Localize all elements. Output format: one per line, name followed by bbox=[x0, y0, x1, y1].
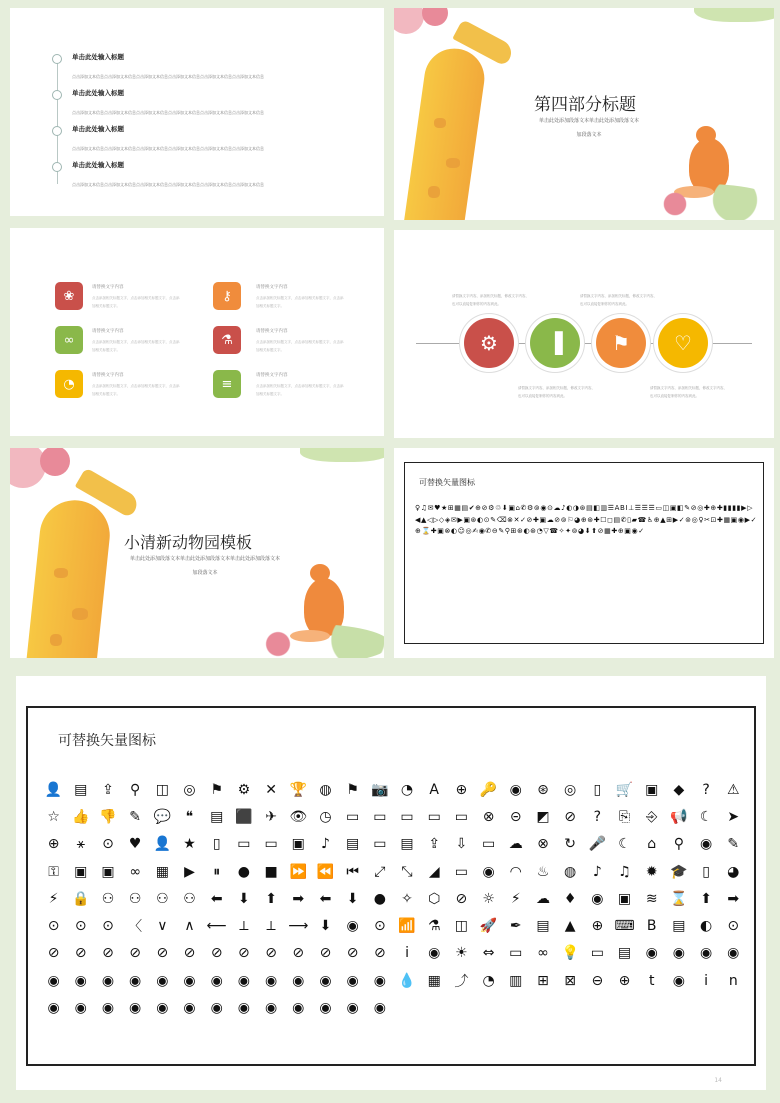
item-label: 请替换文字内容 bbox=[92, 329, 124, 334]
vector-icon: ⟶ bbox=[288, 918, 309, 935]
vector-icon: ⬅ bbox=[319, 890, 332, 907]
vector-icon: ◉ bbox=[428, 945, 441, 962]
slide-icon-list[interactable] bbox=[10, 228, 384, 436]
vector-icon: ⊘ bbox=[238, 945, 250, 962]
vector-icon: ◉ bbox=[156, 972, 169, 989]
vector-icon: 💬 bbox=[153, 808, 172, 825]
vector-icon: B bbox=[646, 918, 657, 935]
vector-icon: ⊙ bbox=[102, 836, 114, 853]
vector-icon: ◢ bbox=[428, 863, 440, 880]
vector-icon: ◉ bbox=[346, 972, 359, 989]
vector-icon: ▤ bbox=[617, 945, 632, 962]
vector-icon: ▭ bbox=[590, 945, 604, 962]
vector-icon: 👤 bbox=[153, 836, 172, 853]
vector-icon: ◉ bbox=[237, 1000, 251, 1017]
slide-process-circles[interactable] bbox=[394, 230, 774, 438]
vector-icon: ⊘ bbox=[74, 945, 87, 962]
flower-decoration bbox=[394, 8, 424, 34]
vector-icon: ⚙ bbox=[237, 781, 251, 798]
vector-icon: 👁 bbox=[289, 808, 308, 825]
vector-icon: ▭ bbox=[400, 808, 414, 825]
vector-icon: ⟂ bbox=[266, 918, 276, 935]
vector-icon: ● bbox=[237, 863, 251, 880]
timeline-title: 单击此处输入标题 bbox=[72, 125, 124, 133]
vector-icon: 〈 bbox=[128, 919, 143, 936]
vector-icon: ▣ bbox=[645, 781, 659, 798]
cover-title: 小清新动物园模板 bbox=[124, 533, 253, 552]
vector-icon: ✹ bbox=[645, 863, 658, 880]
vector-icon: 🛒 bbox=[615, 781, 634, 798]
vector-icon: ⊘ bbox=[319, 945, 332, 962]
vector-icon: ▯ bbox=[212, 836, 221, 853]
vector-icon: ◐ bbox=[699, 918, 713, 935]
vector-icon: ◉ bbox=[183, 1000, 196, 1017]
vector-icon: ⊘ bbox=[156, 945, 169, 962]
vector-icon: i bbox=[405, 945, 409, 962]
vector-icon: ⊕ bbox=[455, 781, 468, 798]
vector-icon: ◉ bbox=[591, 890, 604, 907]
flower-decoration bbox=[422, 8, 448, 26]
vector-icon: ◍ bbox=[319, 781, 332, 798]
icon-grid: ♀♫✉♥★⊞▦▤✔⊕⊘⚙♲⬇▣⌂✆⚙⊚◉⊙☁♪◐◑⊛▤◧▥☰ABI⊥☰☰☰▭◫▣◧✎⊘◎✚⊕✚▮▮▮▮▶▷◀▲◁▷◇◈✉▶▣⊛◐⊙✎⌫⊗✕✓⊘✚▣☁⊘⊚⚐◕⊕⊛✚☐◻▤✆▯▰☎♿⊕▲⊞▶✓⊚◎♀✂⊡✚▦▣◉▶✓⊕⌛✚▣⊗◐☺◎✍◉✆⊖✎⚲⊞⊛◐⊛◔▽☎✧✦⊚◕⬇⬆⊘▦✚⊕▣◉✓ bbox=[415, 504, 758, 535]
icon-panel bbox=[404, 462, 764, 644]
vector-icon: 🔒 bbox=[72, 890, 90, 907]
vector-icon: ⊙ bbox=[47, 918, 60, 935]
vector-icon: t bbox=[648, 972, 655, 989]
vector-icon: ◉ bbox=[47, 1000, 60, 1017]
vector-icon: i bbox=[704, 972, 709, 989]
vector-icon: ♦ bbox=[563, 890, 577, 907]
vector-icon: ◉ bbox=[319, 972, 332, 989]
link-icon: ∞ bbox=[55, 326, 83, 354]
vector-icon: ◉ bbox=[210, 972, 223, 989]
vector-icon: ◷ bbox=[319, 808, 332, 825]
page-number: 14 bbox=[714, 1077, 722, 1084]
vector-icon: ▭ bbox=[481, 836, 496, 853]
vector-icon: ⇪ bbox=[102, 781, 114, 798]
vector-icon: ◉ bbox=[509, 781, 522, 798]
vector-icon: 💡 bbox=[561, 945, 579, 962]
timeline-title: 单击此处输入标题 bbox=[72, 53, 124, 61]
flower-decoration bbox=[230, 624, 384, 658]
vector-icon: ◉ bbox=[373, 972, 386, 989]
vector-icon: ▭ bbox=[346, 808, 360, 825]
giraffe-spot bbox=[54, 568, 68, 578]
vector-icon: 👤 bbox=[44, 781, 63, 798]
vector-icon: ⚹ bbox=[76, 836, 85, 853]
panel-title: 可替换矢量图标 bbox=[58, 733, 156, 749]
vector-icon: ⬇ bbox=[238, 890, 250, 907]
vector-icon: ⊗ bbox=[482, 808, 495, 825]
vector-icon: ◎ bbox=[183, 781, 196, 798]
vector-icon: ⊕ bbox=[47, 836, 60, 853]
vector-icon: ▤ bbox=[74, 781, 88, 798]
vector-icon: ◉ bbox=[101, 972, 115, 989]
vector-icon: ◫ bbox=[155, 781, 169, 798]
vector-icon: ⊛ bbox=[537, 781, 549, 798]
barcode-icon: ▐ bbox=[530, 318, 580, 368]
timeline-title: 单击此处输入标题 bbox=[72, 161, 124, 169]
vector-icon: ⬆ bbox=[700, 890, 712, 907]
vector-icon: ◉ bbox=[210, 1000, 223, 1017]
vector-icon: ▣ bbox=[291, 836, 305, 853]
vector-icon: ◉ bbox=[237, 972, 251, 989]
vector-icon: ▯ bbox=[593, 781, 602, 798]
vector-icon: ◉ bbox=[319, 1000, 332, 1017]
item-text: 点击添加相关标题文字，点击添加相关标题文字，点击添加相关标题文字。 bbox=[92, 340, 180, 352]
leaf-decoration bbox=[300, 448, 384, 462]
gear-icon: ⚙ bbox=[464, 318, 514, 368]
vector-icon: ◔ bbox=[482, 972, 495, 989]
timeline-item bbox=[52, 160, 352, 191]
vector-icon: ◩ bbox=[536, 808, 550, 825]
vector-icon: ⤢ bbox=[374, 863, 386, 880]
vector-icon: ⚇ bbox=[183, 890, 196, 907]
vector-icon: ◉ bbox=[482, 863, 495, 880]
vector-icon: ⊙ bbox=[74, 918, 87, 935]
vector-icon: ◆ bbox=[673, 781, 685, 798]
vector-icon: ◉ bbox=[699, 836, 713, 853]
item-text: 点击添加相关标题文字，点击添加相关标题文字，点击添加相关标题文字。 bbox=[92, 296, 180, 308]
vector-icon: ⚇ bbox=[101, 890, 115, 907]
vector-icon: ◉ bbox=[101, 1000, 115, 1017]
vector-icon: ▭ bbox=[373, 808, 387, 825]
vector-icon: ⚲ bbox=[130, 781, 141, 798]
vector-icon: ♪ bbox=[592, 863, 602, 880]
slide-icons-small[interactable] bbox=[394, 448, 774, 658]
vector-icon: ▯ bbox=[702, 863, 710, 880]
vector-icon: ⇪ bbox=[428, 836, 441, 853]
vector-icon: ◉ bbox=[264, 1000, 278, 1017]
vector-icon: ✎ bbox=[727, 836, 740, 853]
vector-icon: ★ bbox=[183, 836, 196, 853]
vector-icon: ⚇ bbox=[128, 890, 142, 907]
process-text: 请替换文字内容，添加相关标题，修改文字内容，也可以直接复制你的内容到此。 bbox=[452, 294, 529, 306]
vector-icon: ◕ bbox=[727, 863, 740, 880]
vector-icon: ⚗ bbox=[427, 918, 441, 935]
sliders-icon: ≡ bbox=[213, 370, 241, 398]
vector-icon: ☀ bbox=[455, 945, 468, 962]
vector-icon: ⊘ bbox=[373, 945, 386, 962]
vector-icon: ⚠ bbox=[727, 781, 740, 798]
signpost-icon: ⚑ bbox=[596, 318, 646, 368]
vector-icon: ▦ bbox=[427, 972, 441, 989]
item-text: 点击添加相关标题文字，点击添加相关标题文字，点击添加相关标题文字。 bbox=[256, 384, 344, 396]
cover-subtitle: 单击此处添加段落文本单击此处添加段落文本单击此处添加段落文本 加段落文本 bbox=[129, 556, 280, 576]
vector-icon: ◉ bbox=[373, 1000, 386, 1017]
vector-icon: ⌨ bbox=[614, 918, 635, 935]
panel-title: 可替换矢量图标 bbox=[419, 478, 475, 487]
slide-icons-large[interactable] bbox=[16, 676, 766, 1090]
vector-icon: 💧 bbox=[398, 972, 416, 989]
vector-icon: ⌛ bbox=[670, 890, 688, 907]
vector-icon: ◫ bbox=[454, 918, 469, 935]
slide-timeline[interactable] bbox=[10, 8, 384, 216]
vector-icon: ▭ bbox=[509, 945, 523, 962]
vector-icon: ☼ bbox=[482, 890, 495, 907]
vector-icon: ◔ bbox=[400, 781, 414, 798]
process-text: 请替换文字内容，添加相关标题，修改文字内容，也可以直接复制你的内容到此。 bbox=[518, 386, 595, 398]
vector-icon: ➡ bbox=[727, 890, 740, 907]
vector-icon: ⊘ bbox=[564, 808, 577, 825]
vector-icon: ⊘ bbox=[346, 945, 359, 962]
timeline-dot bbox=[52, 54, 62, 64]
vector-icon: ⚇ bbox=[156, 890, 169, 907]
vector-icon: ◎ bbox=[564, 781, 577, 798]
vector-icon: ⇔ bbox=[482, 945, 495, 962]
timeline-body: 点击添加文本信息点击添加文本信息点击添加文本信息点击添加文本信息点击添加文本信息点击添加文本信息 bbox=[72, 110, 264, 115]
vector-icon: ⊙ bbox=[373, 918, 386, 935]
flower-decoration bbox=[630, 184, 774, 220]
vector-icon: ✈ bbox=[265, 808, 277, 825]
vector-icon: ⊕ bbox=[591, 918, 604, 935]
item-label: 请替换文字内容 bbox=[256, 373, 288, 378]
timeline-item bbox=[52, 88, 352, 119]
vector-icon: 📶 bbox=[398, 918, 416, 935]
vector-icon: ⟂ bbox=[239, 918, 249, 935]
slide-section-title[interactable] bbox=[394, 8, 774, 220]
vector-icon: ▭ bbox=[454, 863, 469, 880]
item-label: 请替换文字内容 bbox=[92, 285, 124, 290]
vector-icon: ⏮ bbox=[346, 863, 359, 880]
vector-icon: ● bbox=[373, 890, 386, 907]
vector-icon: ◉ bbox=[292, 972, 305, 989]
vector-icon: 👍 bbox=[72, 808, 90, 825]
vector-icon: ⊘ bbox=[455, 890, 468, 907]
vector-icon: ≋ bbox=[645, 890, 658, 907]
vector-icon: ⬇ bbox=[346, 890, 359, 907]
heart-icon: ♡ bbox=[658, 318, 708, 368]
vector-icon: ■ bbox=[264, 863, 278, 880]
vector-icon: ♪ bbox=[321, 836, 330, 853]
vector-icon: ☆ bbox=[47, 808, 60, 825]
icon-grid bbox=[40, 776, 750, 1022]
vector-icon: ⎆ bbox=[646, 808, 658, 825]
vector-icon: 🎤 bbox=[588, 836, 607, 853]
vector-icon: ⤡ bbox=[401, 863, 413, 880]
vector-icon: ➤ bbox=[727, 808, 740, 825]
timeline-dot bbox=[52, 90, 62, 100]
vector-icon: ▶ bbox=[184, 863, 195, 880]
vector-icon: ⚲ bbox=[673, 836, 685, 853]
vector-icon: ⌂ bbox=[647, 836, 657, 853]
vector-icon: ◉ bbox=[129, 1000, 142, 1017]
timeline-item bbox=[52, 124, 352, 155]
vector-icon: ▭ bbox=[264, 836, 278, 853]
giraffe-spot bbox=[446, 158, 460, 168]
vector-icon: ▤ bbox=[346, 836, 360, 853]
process-text: 请替换文字内容，添加相关标题，修改文字内容，也可以直接复制你的内容到此。 bbox=[650, 386, 727, 398]
flower-decoration bbox=[40, 448, 70, 476]
vector-icon: ☾ bbox=[618, 836, 631, 853]
vector-icon: ⤴ bbox=[454, 973, 469, 990]
vector-icon: ⊙ bbox=[102, 918, 114, 935]
vector-icon: ◉ bbox=[264, 972, 278, 989]
vector-icon: ? bbox=[702, 781, 710, 798]
vector-icon: ◉ bbox=[47, 972, 60, 989]
vector-icon: ⬆ bbox=[265, 890, 277, 907]
vector-icon: ∞ bbox=[129, 863, 141, 880]
item-text: 点击添加相关标题文字，点击添加相关标题文字，点击添加相关标题文字。 bbox=[92, 384, 180, 396]
vector-icon: ☁ bbox=[535, 890, 550, 907]
vector-icon: ⊘ bbox=[102, 945, 114, 962]
vector-icon: ⊘ bbox=[183, 945, 196, 962]
timeline-item bbox=[52, 52, 352, 83]
vector-icon: ◉ bbox=[672, 972, 686, 989]
vector-icon: ▭ bbox=[427, 808, 441, 825]
vector-icon: 📢 bbox=[670, 808, 688, 825]
vector-icon: ◉ bbox=[699, 945, 713, 962]
section-subtitle: 单击此处添加段落文本单击此处添加段落文本 加段落文本 bbox=[538, 118, 639, 138]
vector-icon: ⚑ bbox=[346, 781, 359, 798]
vector-icon: ⚡ bbox=[510, 890, 521, 907]
vector-icon: ▭ bbox=[373, 836, 387, 853]
vector-icon: ⚿ bbox=[48, 863, 59, 880]
vector-icon: ◉ bbox=[183, 972, 196, 989]
vector-icon: ◉ bbox=[292, 1000, 305, 1017]
vector-icon: ▣ bbox=[617, 890, 632, 907]
vector-icon: ⊕ bbox=[618, 972, 631, 989]
vector-icon: ⊘ bbox=[265, 945, 277, 962]
vector-icon: ▦ bbox=[155, 863, 169, 880]
item-label: 请替换文字内容 bbox=[256, 329, 288, 334]
vector-icon: ◉ bbox=[727, 945, 740, 962]
lightbulb-icon: ❀ bbox=[55, 282, 83, 310]
giraffe-spot bbox=[72, 608, 88, 620]
vector-icon: ☾ bbox=[699, 808, 713, 825]
process-text: 请替换文字内容，添加相关标题，修改文字内容，也可以直接复制你的内容到此。 bbox=[580, 294, 657, 306]
vector-icon: ▭ bbox=[454, 808, 469, 825]
giraffe-neck bbox=[404, 45, 488, 220]
vector-icon: ⟵ bbox=[206, 918, 227, 935]
vector-icon: n bbox=[728, 972, 738, 989]
vector-icon: ⇩ bbox=[455, 836, 468, 853]
timeline-dot bbox=[52, 162, 62, 172]
vector-icon: 🎓 bbox=[670, 863, 688, 880]
vector-icon: ? bbox=[593, 808, 602, 825]
vector-icon: 🔑 bbox=[479, 781, 498, 798]
section-title: 第四部分标题 bbox=[534, 95, 636, 115]
vector-icon: ▤ bbox=[536, 918, 550, 935]
vector-icon: ▭ bbox=[237, 836, 251, 853]
pie-icon: ◔ bbox=[55, 370, 83, 398]
vector-icon: 👎 bbox=[99, 808, 117, 825]
item-text: 点击添加相关标题文字，点击添加相关标题文字，点击添加相关标题文字。 bbox=[256, 340, 344, 352]
slide-cover[interactable] bbox=[10, 448, 384, 658]
vector-icon: ⬛ bbox=[235, 808, 253, 825]
vector-icon: ◉ bbox=[129, 972, 142, 989]
vector-icon: ♨ bbox=[536, 863, 550, 880]
vector-icon: ⊝ bbox=[509, 808, 522, 825]
vector-icon: ⚑ bbox=[210, 781, 223, 798]
leaf-decoration bbox=[694, 8, 774, 22]
vector-icon: ☁ bbox=[508, 836, 523, 853]
timeline-body: 点击添加文本信息点击添加文本信息点击添加文本信息点击添加文本信息点击添加文本信息点击添加文本信息 bbox=[72, 182, 264, 187]
item-text: 点击添加相关标题文字，点击添加相关标题文字，点击添加相关标题文字。 bbox=[256, 296, 344, 308]
vector-icon: ∨ bbox=[157, 918, 168, 935]
vector-icon: ⎘ bbox=[618, 808, 631, 825]
vector-icon: ❝ bbox=[185, 808, 194, 825]
fox-head bbox=[310, 564, 330, 582]
timeline-body: 点击添加文本信息点击添加文本信息点击添加文本信息点击添加文本信息点击添加文本信息点击添加文本信息 bbox=[72, 146, 264, 151]
vector-icon: ♥ bbox=[128, 836, 142, 853]
vector-icon: ⏪ bbox=[316, 863, 335, 880]
vector-icon: ➡ bbox=[292, 890, 305, 907]
vector-icon: ▤ bbox=[400, 836, 414, 853]
timeline-dot bbox=[52, 126, 62, 136]
vector-icon: ▣ bbox=[74, 863, 88, 880]
vector-icon: ⊙ bbox=[727, 918, 740, 935]
icon-panel bbox=[26, 706, 756, 1066]
vector-icon: ◍ bbox=[564, 863, 577, 880]
vector-icon: A bbox=[429, 781, 439, 798]
giraffe-spot bbox=[50, 634, 62, 646]
vector-icon: ▲ bbox=[564, 918, 576, 935]
vector-icon: ⊖ bbox=[591, 972, 604, 989]
vector-icon: ◉ bbox=[346, 1000, 359, 1017]
vector-icon: ⏸ bbox=[213, 863, 221, 880]
vector-icon: 🚀 bbox=[479, 918, 498, 935]
vector-icon: ⊘ bbox=[129, 945, 142, 962]
vector-icon: ⬇ bbox=[319, 918, 332, 935]
vector-icon: ◉ bbox=[74, 972, 87, 989]
vector-icon: ◉ bbox=[645, 945, 658, 962]
key-icon: ⚷ bbox=[213, 282, 241, 310]
vector-icon: 🏆 bbox=[289, 781, 307, 798]
vector-icon: ⚡ bbox=[48, 890, 59, 907]
vector-icon: ∞ bbox=[537, 945, 549, 962]
flask-icon: ⚗ bbox=[213, 326, 241, 354]
vector-icon: ◉ bbox=[346, 918, 359, 935]
vector-icon: ◉ bbox=[672, 945, 686, 962]
vector-icon: ✎ bbox=[129, 808, 142, 825]
vector-icon: ⊠ bbox=[564, 972, 577, 989]
vector-icon: ✒ bbox=[509, 918, 522, 935]
vector-icon: ✧ bbox=[401, 890, 413, 907]
vector-icon: 📷 bbox=[371, 781, 389, 798]
vector-icon: ⊘ bbox=[210, 945, 223, 962]
giraffe-spot bbox=[434, 118, 446, 128]
giraffe-spot bbox=[428, 186, 440, 198]
vector-icon: ⊞ bbox=[537, 972, 549, 989]
vector-icon: ▤ bbox=[672, 918, 686, 935]
vector-icon: ⊗ bbox=[537, 836, 549, 853]
vector-icon: ▣ bbox=[101, 863, 115, 880]
vector-icon: ∧ bbox=[184, 918, 195, 935]
timeline-body: 点击添加文本信息点击添加文本信息点击添加文本信息点击添加文本信息点击添加文本信息点击添加文本信息 bbox=[72, 74, 264, 79]
vector-icon: ♫ bbox=[618, 863, 631, 880]
vector-icon: ⊘ bbox=[292, 945, 305, 962]
vector-icon: ▥ bbox=[509, 972, 523, 989]
vector-icon: ◠ bbox=[509, 863, 522, 880]
timeline-title: 单击此处输入标题 bbox=[72, 89, 124, 97]
vector-icon: ◉ bbox=[156, 1000, 169, 1017]
vector-icon: ▤ bbox=[210, 808, 224, 825]
vector-icon: ◉ bbox=[74, 1000, 87, 1017]
vector-icon: ✕ bbox=[265, 781, 277, 798]
item-label: 请替换文字内容 bbox=[256, 285, 288, 290]
vector-icon: ⬡ bbox=[428, 890, 441, 907]
vector-icon: ⏩ bbox=[289, 863, 307, 880]
vector-icon: ⊘ bbox=[47, 945, 60, 962]
vector-icon: ↻ bbox=[564, 836, 577, 853]
vector-icon: ⬅ bbox=[210, 890, 223, 907]
fox-head bbox=[696, 126, 716, 144]
item-label: 请替换文字内容 bbox=[92, 373, 124, 378]
